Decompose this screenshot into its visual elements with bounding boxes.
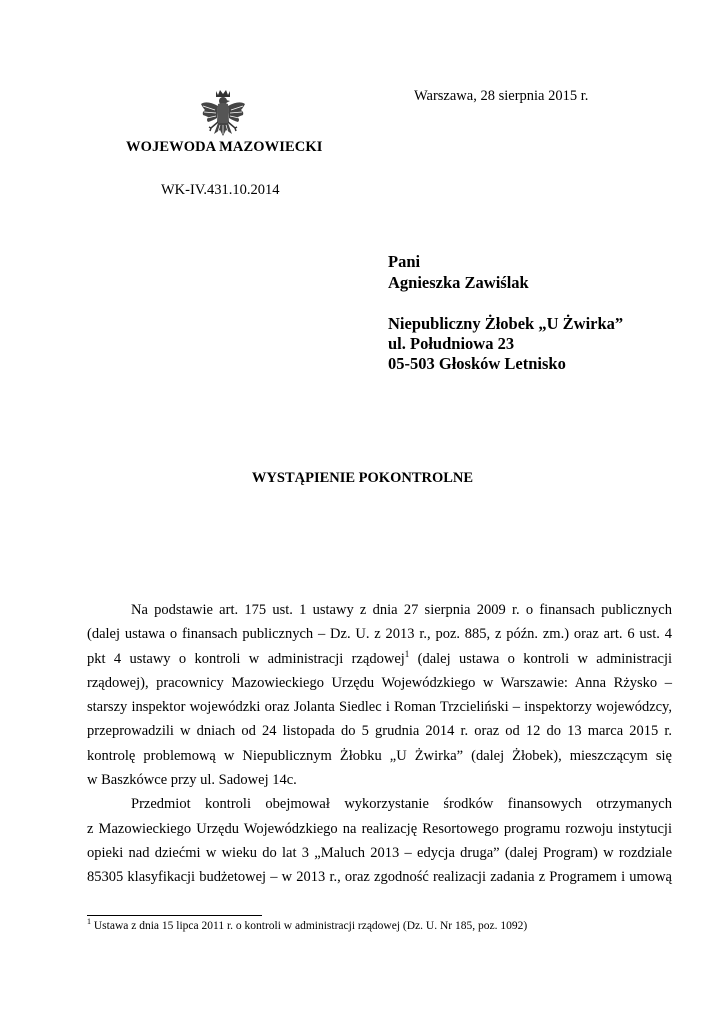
body-line: (dalej ustawa o finansach publicznych – Dz. U. z 2013 r., poz. 885, z późn. zm.) oraz art. 6 ust. 4 bbox=[87, 626, 672, 643]
footnote-reference[interactable]: 1 bbox=[404, 648, 410, 659]
document-title: WYSTĄPIENIE POKONTROLNE bbox=[251, 470, 474, 486]
body-line-part: (dalej ustawa o kontroli w administracji bbox=[417, 650, 672, 667]
body-line: Przedmiot kontroli obejmował wykorzystanie środków finansowych otrzymanych bbox=[131, 796, 672, 813]
recipient-name: Agnieszka Zawiślak bbox=[388, 273, 529, 292]
body-line: z Mazowieckiego Urzędu Wojewódzkiego na realizację Resortowego programu rozwoju instytucji bbox=[87, 820, 672, 837]
recipient-street: ul. Południowa 23 bbox=[388, 334, 515, 353]
body-line: starszy inspektor wojewódzki oraz Jolanta Siedlec i Roman Trzcieliński – inspektorzy wojewódzcy, bbox=[87, 699, 672, 716]
authority-name: WOJEWODA MAZOWIECKI bbox=[126, 139, 323, 155]
body-line: 85305 klasyfikacji budżetowej – w 2013 r., oraz zgodność realizacji zadania z Programem i umową bbox=[87, 869, 672, 886]
paragraph-1 bbox=[87, 598, 672, 792]
body-line: Na podstawie art. 175 ust. 1 ustawy z dnia 27 sierpnia 2009 r. o finansach publicznych bbox=[131, 602, 672, 618]
footnote-separator bbox=[87, 915, 262, 916]
footnote bbox=[87, 917, 528, 932]
body-line: w Baszkówce przy ul. Sadowej 14c. bbox=[87, 772, 297, 789]
recipient-city: 05-503 Głosków Letnisko bbox=[388, 354, 566, 373]
body-line: przeprowadzili w dniach od 24 listopada do 5 grudnia 2014 r. oraz od 12 do 13 marca 2015 r. bbox=[87, 723, 672, 740]
body-line-part: pkt 4 ustawy o kontroli w administracji rządowej bbox=[87, 650, 405, 667]
footnote-number: 1 bbox=[87, 917, 91, 927]
place-date: Warszawa, 28 sierpnia 2015 r. bbox=[414, 88, 589, 104]
body-text bbox=[87, 598, 672, 890]
polish-eagle-emblem bbox=[199, 88, 247, 142]
body-line: rządowej), pracownicy Mazowieckiego Urzędu Wojewódzkiego w Warszawie: Anna Rżysko – bbox=[87, 674, 672, 691]
body-line: opieki nad dziećmi w wieku do lat 3 „Maluch 2013 – edycja druga” (dalej Program) w rozdziale bbox=[87, 844, 672, 861]
reference-number: WK-IV.431.10.2014 bbox=[161, 182, 280, 198]
recipient-institution: Niepubliczny Żłobek „U Żwirka” bbox=[388, 314, 624, 333]
footnote-text: Ustawa z dnia 15 lipca 2011 r. o kontroli w administracji rządowej (Dz. U. Nr 185, poz. 1092) bbox=[93, 920, 528, 932]
recipient-salutation: Pani bbox=[388, 252, 421, 271]
body-line bbox=[87, 647, 672, 671]
body-line: kontrolę problemową w Niepublicznym Żłobku „U Żwirka” (dalej Żłobek), mieszczącym się bbox=[87, 747, 672, 764]
paragraph-2 bbox=[87, 792, 672, 889]
